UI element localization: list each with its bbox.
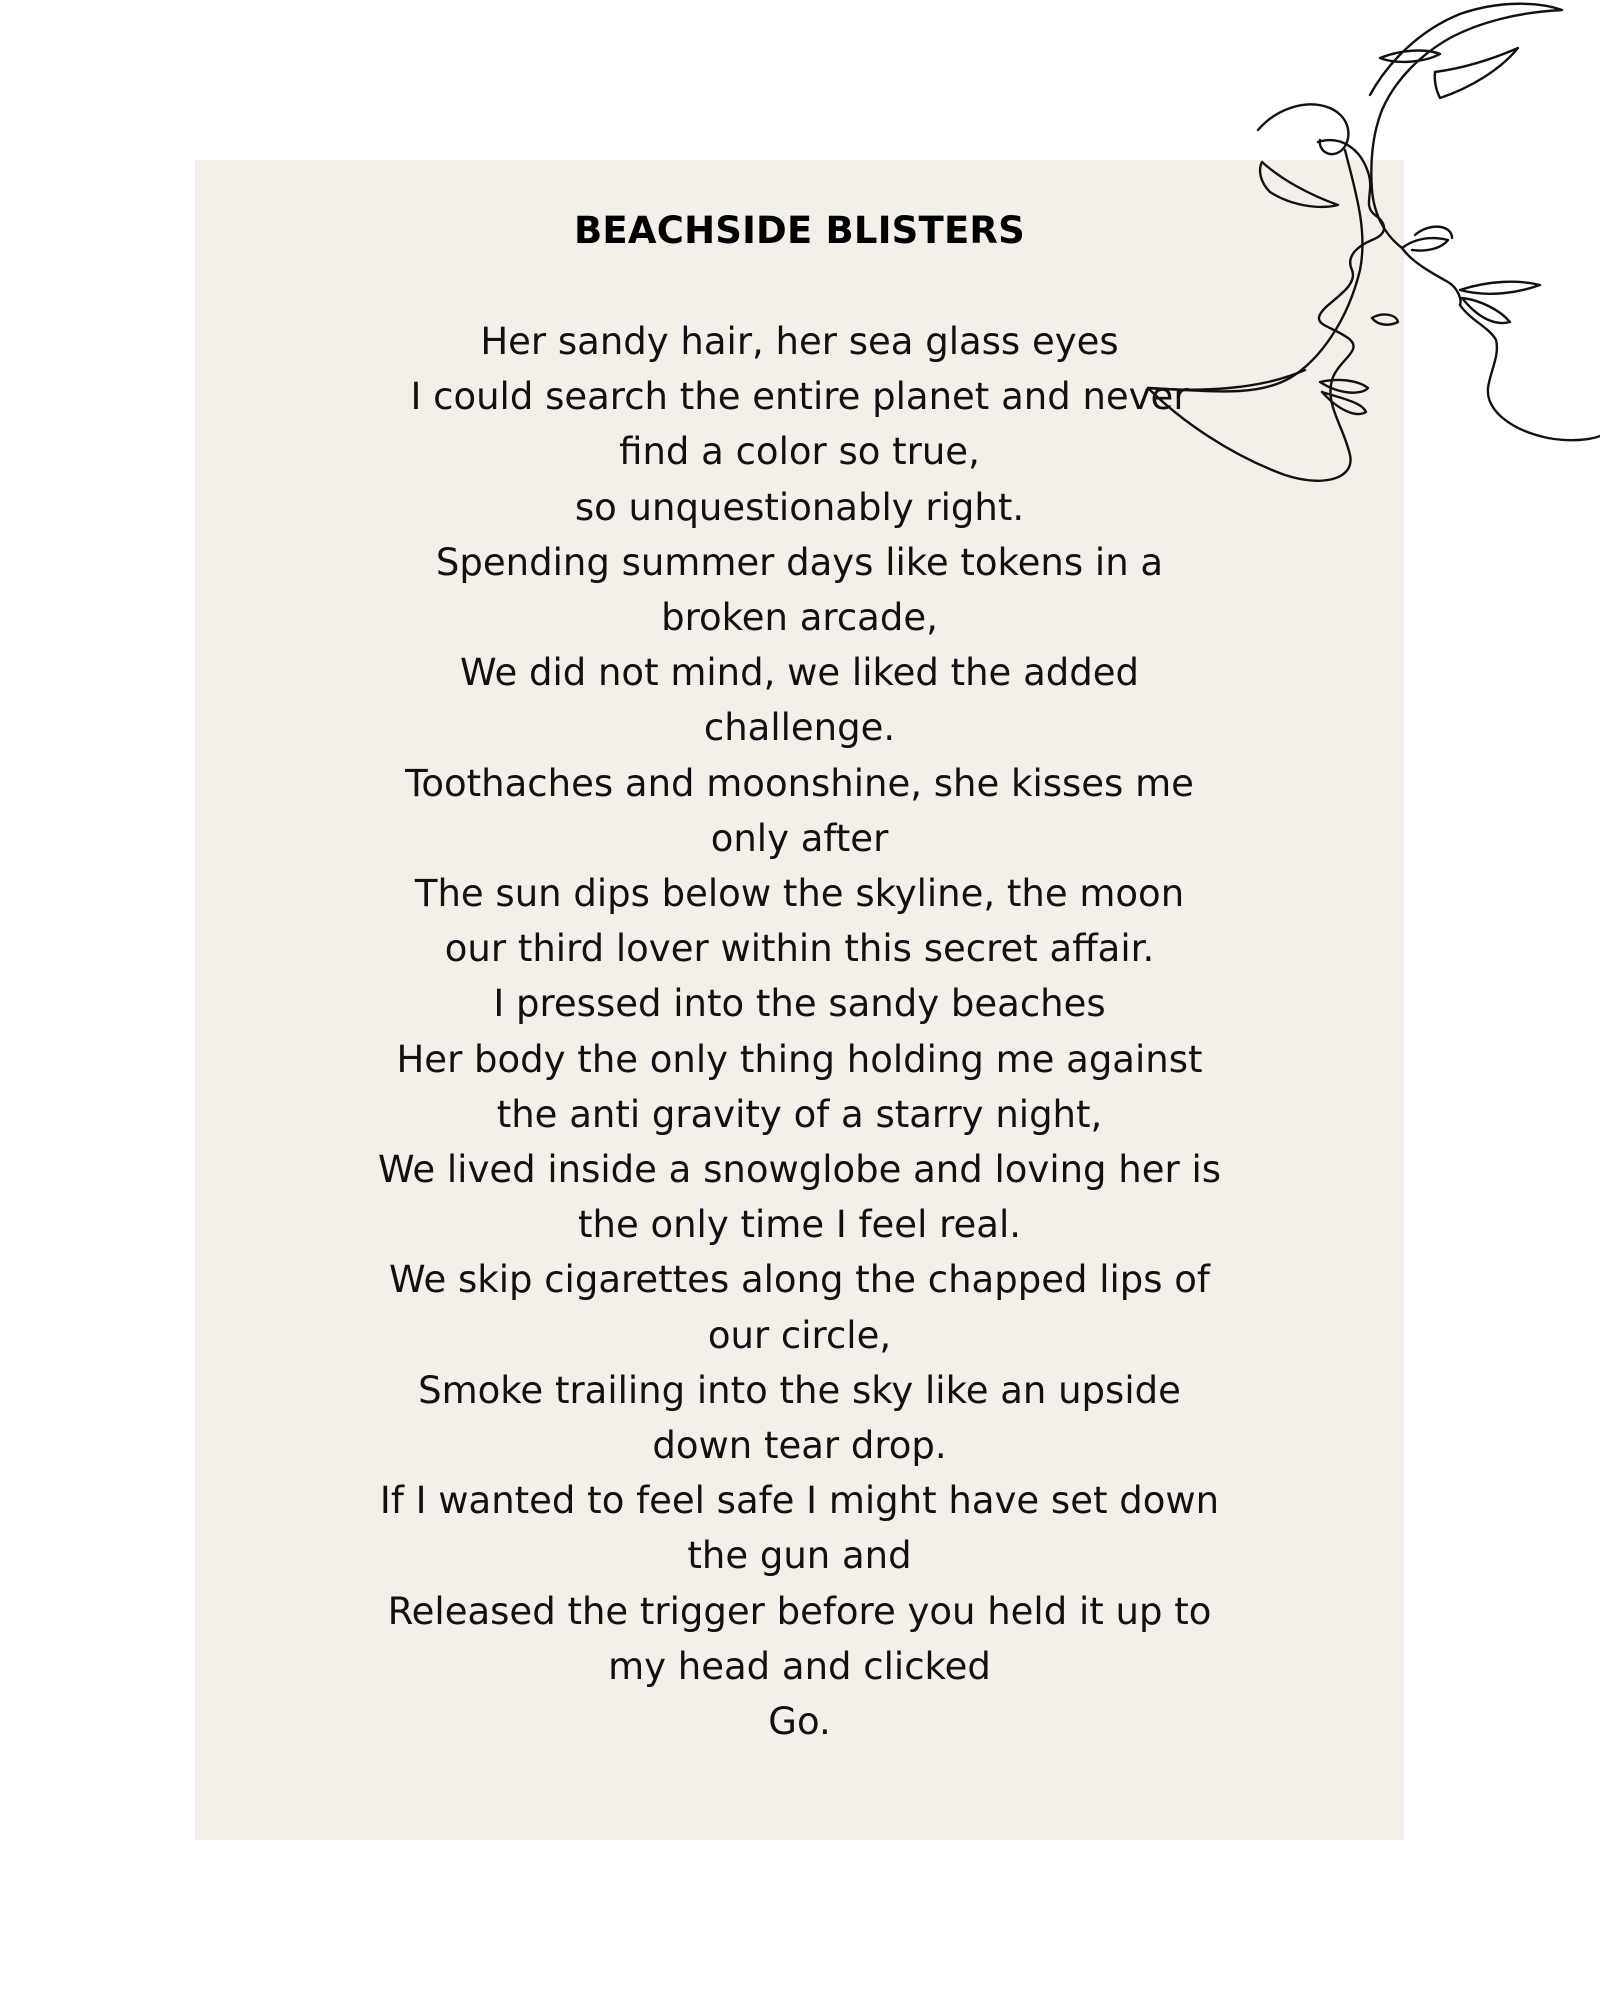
poem-line: our circle, <box>707 1313 892 1357</box>
poem-line: Her body the only thing holding me against <box>396 1037 1203 1081</box>
poem-line: I pressed into the sandy beaches <box>493 982 1106 1026</box>
poem-line: broken arcade, <box>661 596 938 640</box>
poem-line: Her sandy hair, her sea glass eyes <box>480 320 1119 363</box>
poem-line: our third lover within this secret affair. <box>444 927 1155 971</box>
poem-line: The sun dips below the skyline, the moon <box>414 872 1185 916</box>
poem-line: If I wanted to feel safe I might have set down <box>379 1479 1220 1523</box>
poem-line: the only time I feel real. <box>577 1203 1021 1247</box>
poem-line: down tear drop. <box>652 1424 947 1468</box>
poem-line: the gun and <box>687 1534 912 1578</box>
poem-line: my head and clicked <box>608 1644 991 1688</box>
poem-line: Go. <box>768 1700 831 1744</box>
poem-line: Smoke trailing into the sky like an upside <box>418 1368 1181 1412</box>
poem-line: the anti gravity of a starry night, <box>496 1092 1103 1136</box>
poem-line: Toothaches and moonshine, she kisses me <box>405 761 1194 805</box>
poem-line: Released the trigger before you held it up to <box>387 1589 1212 1633</box>
poem-title: BEACHSIDE BLISTERS <box>574 209 1025 252</box>
poem-line: Spending summer days like tokens in a <box>435 540 1164 584</box>
poem-line: We did not mind, we liked the added <box>460 651 1139 695</box>
poem-line: so unquestionably right. <box>574 485 1025 529</box>
poem-line: only after <box>710 816 889 860</box>
poem-line: find a color so true, <box>619 430 980 474</box>
poem-line: I could search the entire planet and never <box>410 375 1189 419</box>
poem-line: challenge. <box>703 706 896 750</box>
poem-line: We skip cigarettes along the chapped lips of <box>389 1258 1210 1302</box>
poem-line: We lived inside a snowglobe and loving her is <box>377 1148 1222 1192</box>
poem-body <box>195 314 1404 1749</box>
